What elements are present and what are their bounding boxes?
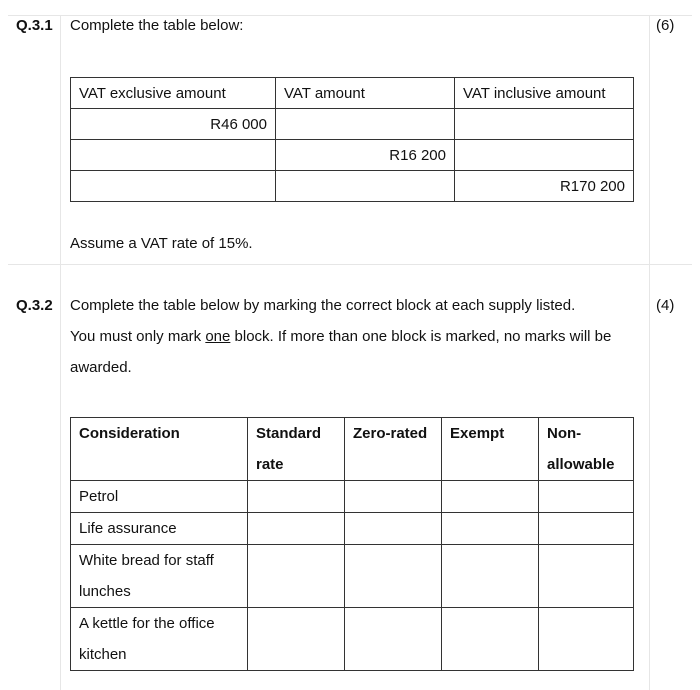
supply-header-exempt: Exempt bbox=[442, 418, 539, 481]
mark-block[interactable] bbox=[442, 513, 539, 545]
mark-block[interactable] bbox=[248, 608, 345, 671]
mark-block[interactable] bbox=[345, 513, 442, 545]
q31-note: Assume a VAT rate of 15%. bbox=[70, 235, 253, 252]
vat-cell[interactable]: R46 000 bbox=[71, 109, 276, 140]
mark-block[interactable] bbox=[539, 481, 634, 513]
mark-block[interactable] bbox=[248, 513, 345, 545]
q32-line2-post: block. If more than one block is marked, no marks will be bbox=[230, 328, 612, 345]
vat-cell[interactable]: R16 200 bbox=[276, 140, 455, 171]
mark-block[interactable] bbox=[345, 608, 442, 671]
vat-header-exclusive: VAT exclusive amount bbox=[71, 78, 276, 109]
mark-block[interactable] bbox=[345, 545, 442, 608]
supply-header-non-allowable bbox=[539, 418, 634, 481]
vat-cell[interactable] bbox=[71, 140, 276, 171]
supply-header-standard-rate bbox=[248, 418, 345, 481]
non-allowable-label: Non-allowable bbox=[547, 425, 615, 473]
vat-cell[interactable] bbox=[276, 171, 455, 202]
table-row bbox=[71, 608, 634, 671]
q32-marks: (4) bbox=[656, 297, 675, 314]
table-row bbox=[71, 171, 634, 202]
vat-cell[interactable] bbox=[71, 171, 276, 202]
supply-item: Life assurance bbox=[71, 513, 248, 545]
vat-table bbox=[70, 77, 634, 202]
table-row bbox=[71, 109, 634, 140]
mark-block[interactable] bbox=[248, 481, 345, 513]
mark-block[interactable] bbox=[248, 545, 345, 608]
mark-block[interactable] bbox=[442, 481, 539, 513]
q32-line2-underlined: one bbox=[205, 328, 231, 345]
vat-cell[interactable] bbox=[455, 140, 634, 171]
vat-cell[interactable] bbox=[455, 109, 634, 140]
table-row bbox=[71, 140, 634, 171]
supply-header-zero-rated: Zero-rated bbox=[345, 418, 442, 481]
supply-item: White bread for staff lunches bbox=[71, 545, 248, 608]
question-number-q32: Q.3.2 bbox=[16, 297, 53, 314]
vat-cell[interactable] bbox=[276, 109, 455, 140]
q31-instruction: Complete the table below: bbox=[70, 17, 244, 34]
mark-block[interactable] bbox=[345, 481, 442, 513]
supply-header-consideration: Consideration bbox=[71, 418, 248, 481]
q32-instruction-line3: awarded. bbox=[70, 359, 132, 376]
table-row bbox=[71, 513, 634, 545]
q32-instruction-line2 bbox=[70, 328, 611, 345]
question-number-q31: Q.3.1 bbox=[16, 17, 53, 34]
mark-block[interactable] bbox=[539, 545, 634, 608]
vat-table-header-row bbox=[71, 78, 634, 109]
supply-table-header-row bbox=[71, 418, 634, 481]
q32-line2-pre: You must only mark bbox=[70, 328, 206, 345]
table-row bbox=[71, 481, 634, 513]
table-row bbox=[71, 545, 634, 608]
mark-block[interactable] bbox=[442, 545, 539, 608]
mark-block[interactable] bbox=[539, 608, 634, 671]
vat-header-amount: VAT amount bbox=[276, 78, 455, 109]
supply-table bbox=[70, 417, 634, 671]
q31-marks: (6) bbox=[656, 17, 675, 34]
mark-block[interactable] bbox=[539, 513, 634, 545]
supply-item: Petrol bbox=[71, 481, 248, 513]
supply-item: A kettle for the office kitchen bbox=[71, 608, 248, 671]
mark-block[interactable] bbox=[442, 608, 539, 671]
vat-cell[interactable]: R170 200 bbox=[455, 171, 634, 202]
q32-instruction: Complete the table below by marking the correct block at each supply listed. bbox=[70, 297, 576, 314]
standard-rate-label: Standard rate bbox=[256, 425, 322, 473]
vat-header-inclusive: VAT inclusive amount bbox=[455, 78, 634, 109]
